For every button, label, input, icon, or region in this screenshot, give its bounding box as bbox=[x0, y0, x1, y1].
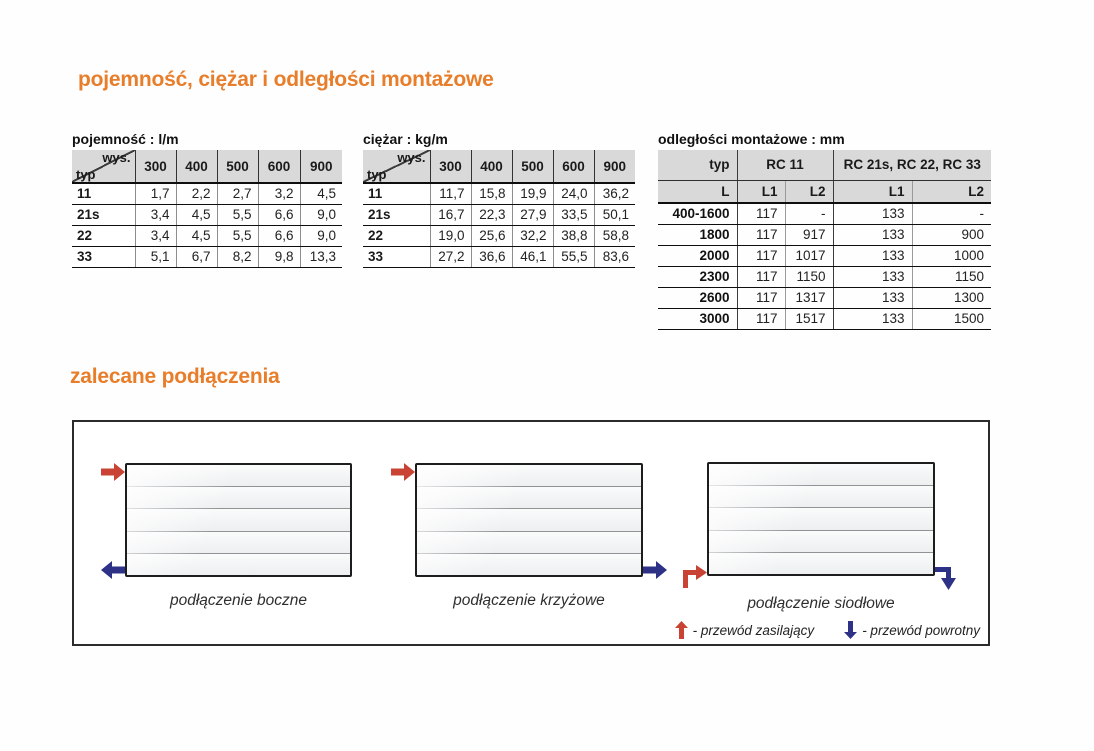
table-cell: 117 bbox=[737, 224, 785, 245]
table-row bbox=[72, 204, 342, 225]
table-cell: 133 bbox=[833, 266, 912, 287]
table-cell: 133 bbox=[833, 245, 912, 266]
table-cell: 33,5 bbox=[553, 204, 594, 225]
table-cell: 3,2 bbox=[258, 183, 300, 204]
table-cell: 117 bbox=[737, 308, 785, 329]
row-label: 21s bbox=[363, 204, 430, 225]
column-header: 900 bbox=[300, 150, 342, 183]
legend-label-supply: - przewód zasilający bbox=[692, 622, 815, 638]
radiator-panel bbox=[127, 487, 350, 509]
row-label: 2600 bbox=[658, 287, 737, 308]
table-cell: 1300 bbox=[912, 287, 991, 308]
table-cell: 5,1 bbox=[135, 246, 176, 267]
row-label: 21s bbox=[72, 204, 135, 225]
subheader-L2: L2 bbox=[785, 180, 833, 203]
table-header-row bbox=[72, 150, 342, 183]
table-cell: 133 bbox=[833, 308, 912, 329]
table-cell: 83,6 bbox=[594, 246, 635, 267]
row-label: 33 bbox=[72, 246, 135, 267]
row-label: 3000 bbox=[658, 308, 737, 329]
table-cell: 117 bbox=[737, 287, 785, 308]
table-cell: 1,7 bbox=[135, 183, 176, 204]
table-header-row bbox=[363, 150, 635, 183]
table-row bbox=[363, 246, 635, 267]
table-cell: 133 bbox=[833, 203, 912, 224]
table-cell: - bbox=[912, 203, 991, 224]
row-label: 33 bbox=[363, 246, 430, 267]
radiator-cross-connection bbox=[415, 463, 643, 577]
supply-elbow-arrow-icon bbox=[681, 562, 707, 588]
table-cell: 1150 bbox=[912, 266, 991, 287]
column-header: 300 bbox=[135, 150, 176, 183]
section-title-connections: zalecane podłączenia bbox=[70, 365, 280, 388]
table-cell: 4,5 bbox=[300, 183, 342, 204]
radiator-panel bbox=[127, 465, 350, 487]
row-label: 2000 bbox=[658, 245, 737, 266]
table-cell: 6,6 bbox=[258, 204, 300, 225]
row-label: 11 bbox=[72, 183, 135, 204]
table-cell: 9,0 bbox=[300, 204, 342, 225]
table-cell: 27,9 bbox=[512, 204, 553, 225]
row-label: 11 bbox=[363, 183, 430, 204]
table-cell: 917 bbox=[785, 224, 833, 245]
table-cell: 25,6 bbox=[471, 225, 512, 246]
legend-item-supply bbox=[675, 621, 815, 639]
table-cell: 13,3 bbox=[300, 246, 342, 267]
column-header: 600 bbox=[553, 150, 594, 183]
table-cell: 27,2 bbox=[430, 246, 471, 267]
radiator-panel bbox=[417, 487, 641, 509]
caption-saddle-connection: podłączenie siodłowe bbox=[747, 595, 895, 612]
corner-label-wys: wys. bbox=[102, 150, 131, 165]
column-group-rc11: RC 11 bbox=[737, 150, 833, 180]
table-cell: 55,5 bbox=[553, 246, 594, 267]
table-cell: 2,7 bbox=[217, 183, 258, 204]
weight-table-title: ciężar : kg/m bbox=[363, 131, 448, 147]
column-header: 500 bbox=[217, 150, 258, 183]
table-cell: 46,1 bbox=[512, 246, 553, 267]
table-cell: 1150 bbox=[785, 266, 833, 287]
table-cell: 6,7 bbox=[176, 246, 217, 267]
radiator-panel bbox=[709, 553, 933, 574]
table-subheader-row bbox=[658, 180, 991, 203]
radiator-panel bbox=[709, 464, 933, 486]
column-header: 400 bbox=[471, 150, 512, 183]
capacity-table bbox=[72, 150, 342, 268]
table-cell: 58,8 bbox=[594, 225, 635, 246]
table-cell: 9,8 bbox=[258, 246, 300, 267]
table-cell: 3,4 bbox=[135, 204, 176, 225]
table-row bbox=[658, 266, 991, 287]
table-row bbox=[72, 246, 342, 267]
subheader-L2: L2 bbox=[912, 180, 991, 203]
radiator-panel bbox=[709, 486, 933, 508]
table-cell: 3,4 bbox=[135, 225, 176, 246]
table-cell: 38,8 bbox=[553, 225, 594, 246]
legend bbox=[675, 621, 980, 639]
row-label: 1800 bbox=[658, 224, 737, 245]
table-cell: 22,3 bbox=[471, 204, 512, 225]
table-cell: 50,1 bbox=[594, 204, 635, 225]
table-cell: 8,2 bbox=[217, 246, 258, 267]
table-cell: 117 bbox=[737, 245, 785, 266]
table-cell: 4,5 bbox=[176, 225, 217, 246]
table-row bbox=[658, 308, 991, 329]
table-cell: 11,7 bbox=[430, 183, 471, 204]
table-cell: 1317 bbox=[785, 287, 833, 308]
capacity-table-title: pojemność : l/m bbox=[72, 131, 179, 147]
corner-label-typ: typ bbox=[367, 167, 387, 182]
table-row bbox=[658, 203, 991, 224]
radiator-panel bbox=[127, 554, 350, 575]
table-group-header-row bbox=[658, 150, 991, 180]
table-cell: 6,6 bbox=[258, 225, 300, 246]
radiator-panel bbox=[417, 509, 641, 531]
caption-side-connection: podłączenie boczne bbox=[169, 592, 308, 609]
table-cell: 133 bbox=[833, 224, 912, 245]
table-row bbox=[658, 245, 991, 266]
table-cell: 16,7 bbox=[430, 204, 471, 225]
column-header: 400 bbox=[176, 150, 217, 183]
table-cell: 5,5 bbox=[217, 204, 258, 225]
supply-arrow-icon bbox=[101, 463, 125, 481]
table-row bbox=[658, 287, 991, 308]
table-cell: 19,0 bbox=[430, 225, 471, 246]
table-cell: 117 bbox=[737, 203, 785, 224]
caption-cross-connection: podłączenie krzyżowe bbox=[453, 592, 605, 609]
table-cell: 133 bbox=[833, 287, 912, 308]
corner-cell bbox=[363, 150, 430, 183]
radiator-side-connection bbox=[125, 463, 352, 577]
table-cell: 15,8 bbox=[471, 183, 512, 204]
table-cell: 4,5 bbox=[176, 204, 217, 225]
table-row bbox=[363, 183, 635, 204]
table-cell: 9,0 bbox=[300, 225, 342, 246]
table-row bbox=[72, 225, 342, 246]
row-label: 2300 bbox=[658, 266, 737, 287]
subheader-L1: L1 bbox=[737, 180, 785, 203]
radiator-panel bbox=[127, 532, 350, 554]
table-row bbox=[363, 204, 635, 225]
mounting-table bbox=[658, 150, 991, 330]
column-header: 500 bbox=[512, 150, 553, 183]
table-row bbox=[363, 225, 635, 246]
column-header: 600 bbox=[258, 150, 300, 183]
corner-label-typ: typ bbox=[76, 167, 96, 182]
column-header: 900 bbox=[594, 150, 635, 183]
row-label: 400-1600 bbox=[658, 203, 737, 224]
table-cell: 117 bbox=[737, 266, 785, 287]
table-row bbox=[72, 183, 342, 204]
table-cell: - bbox=[785, 203, 833, 224]
column-header: 300 bbox=[430, 150, 471, 183]
table-cell: 5,5 bbox=[217, 225, 258, 246]
table-cell: 36,2 bbox=[594, 183, 635, 204]
return-arrow-icon bbox=[643, 561, 667, 579]
column-group-rc21s-22-33: RC 21s, RC 22, RC 33 bbox=[833, 150, 991, 180]
radiator-panel bbox=[417, 554, 641, 575]
radiator-panel bbox=[127, 509, 350, 531]
table-cell: 1517 bbox=[785, 308, 833, 329]
table-cell: 1017 bbox=[785, 245, 833, 266]
row-label: 22 bbox=[72, 225, 135, 246]
connections-diagram-box bbox=[72, 420, 990, 646]
legend-item-return bbox=[844, 621, 980, 639]
table-cell: 24,0 bbox=[553, 183, 594, 204]
radiator-saddle-connection bbox=[707, 462, 935, 576]
table-cell: 2,2 bbox=[176, 183, 217, 204]
return-elbow-arrow-icon bbox=[935, 565, 957, 591]
radiator-panel bbox=[709, 508, 933, 530]
radiator-panel bbox=[709, 531, 933, 553]
legend-label-return: - przewód powrotny bbox=[862, 622, 980, 638]
mounting-table-title: odległości montażowe : mm bbox=[658, 131, 845, 147]
mounting-table-section bbox=[658, 131, 991, 330]
table-row bbox=[658, 224, 991, 245]
supply-arrow-icon bbox=[391, 463, 415, 481]
table-cell: 19,9 bbox=[512, 183, 553, 204]
supply-up-arrow-icon bbox=[675, 621, 688, 639]
corner-cell bbox=[72, 150, 135, 183]
table-cell: 36,6 bbox=[471, 246, 512, 267]
column-header-typ: typ bbox=[658, 150, 737, 180]
return-down-arrow-icon bbox=[844, 621, 857, 639]
page-title: pojemność, ciężar i odległości montażowe bbox=[78, 68, 494, 91]
table-cell: 1000 bbox=[912, 245, 991, 266]
table-cell: 1500 bbox=[912, 308, 991, 329]
weight-table bbox=[363, 150, 635, 268]
capacity-table-section bbox=[72, 131, 342, 268]
radiator-panel bbox=[417, 465, 641, 487]
table-cell: 32,2 bbox=[512, 225, 553, 246]
subheader-L1: L1 bbox=[833, 180, 912, 203]
corner-label-wys: wys. bbox=[397, 150, 426, 165]
radiator-panel bbox=[417, 532, 641, 554]
row-label: 22 bbox=[363, 225, 430, 246]
table-cell: 900 bbox=[912, 224, 991, 245]
subheader-L: L bbox=[658, 180, 737, 203]
weight-table-section bbox=[363, 131, 635, 268]
return-arrow-icon bbox=[101, 561, 125, 579]
